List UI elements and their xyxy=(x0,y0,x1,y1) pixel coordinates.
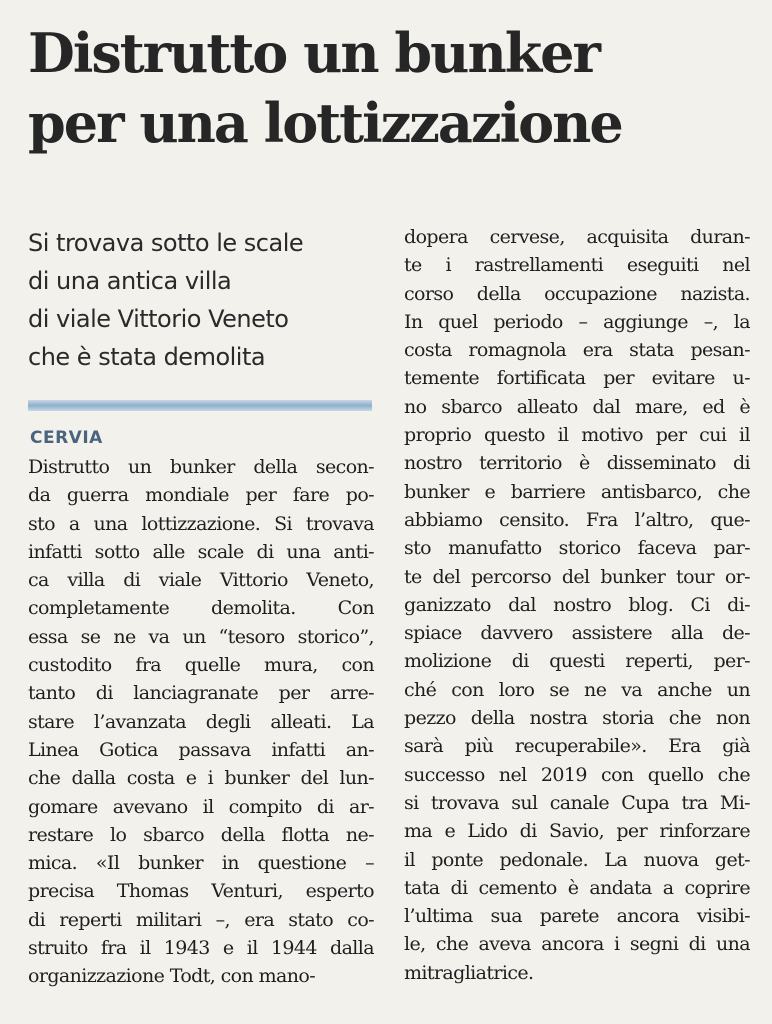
body-text-line: sto manufatto storico faceva par- xyxy=(404,537,750,560)
body-text-line: mitragliatrice. xyxy=(404,961,534,984)
body-text-line: no sbarco alleato dal mare, ed è xyxy=(404,395,750,418)
body-text-line: di reperti militari –, era stato co- xyxy=(28,908,374,931)
body-text-line: precisa Thomas Venturi, esperto xyxy=(28,880,374,903)
body-text-line: sto a una lottizzazione. Si trovava xyxy=(28,512,374,535)
body-text-line: ca villa di viale Vittorio Veneto, xyxy=(28,569,374,592)
headline xyxy=(28,18,748,158)
body-text-line: te i rastrellamenti eseguiti nel xyxy=(404,254,750,277)
body-text-line: temente fortificata per evitare u- xyxy=(404,367,750,390)
headline-line: per una lottizzazione xyxy=(28,91,622,155)
subheadline-line: di una antica villa xyxy=(28,267,232,295)
section-divider xyxy=(28,400,372,411)
body-text-line: abbiamo censito. Fra l’altro, que- xyxy=(404,508,750,531)
body-text-line: organizzazione Todt, con mano- xyxy=(28,965,316,988)
body-text-line: restare lo sbarco della flotta ne- xyxy=(28,823,374,846)
subheadline xyxy=(28,224,378,376)
body-text-line: tanto di lanciagranate per arre- xyxy=(28,682,374,705)
body-text-line: l’ultima sua parete ancora visibi- xyxy=(404,905,750,928)
body-text-line: sarà più recuperabile». Era già xyxy=(404,735,750,758)
body-text-line: pezzo della nostra storia che non xyxy=(404,707,750,730)
body-column-right xyxy=(404,223,750,987)
body-text-line: ché con loro se ne va anche un xyxy=(404,678,750,701)
body-text-line: costa romagnola era stata pesan- xyxy=(404,339,750,362)
body-text-line: stare l’avanzata degli alleati. La xyxy=(28,710,374,733)
body-text-line: tata di cemento è andata a coprire xyxy=(404,876,750,899)
body-text-line: struito fra il 1943 e il 1944 dalla xyxy=(28,937,374,960)
body-text-line: nostro territorio è disseminato di xyxy=(404,452,750,475)
body-text-line: dopera cervese, acquisita duran- xyxy=(404,226,750,248)
body-text-line: successo nel 2019 con quello che xyxy=(404,763,750,786)
body-text-line: te del percorso del bunker tour or- xyxy=(404,565,750,588)
body-text-line: da guerra mondiale per fare po- xyxy=(28,484,374,507)
body-text-line: ganizzato dal nostro blog. Ci di- xyxy=(404,593,750,616)
body-text-line: che dalla costa e i bunker del lun- xyxy=(28,767,374,790)
dateline-kicker: CERVIA xyxy=(30,428,103,448)
body-text-line: essa se ne va un “tesoro storico”, xyxy=(28,625,374,648)
body-text-line: In quel periodo – aggiunge –, la xyxy=(404,310,750,333)
body-text-line: completamente demolita. Con xyxy=(28,597,374,620)
body-text-line: Linea Gotica passava infatti an- xyxy=(28,738,374,761)
body-text-line: le, che aveva ancora i segni di una xyxy=(404,933,750,956)
subheadline-line: che è stata demolita xyxy=(28,343,266,371)
body-text-line: il ponte pedonale. La nuova get- xyxy=(404,848,750,871)
body-text-line: molizione di questi reperti, per- xyxy=(404,650,750,673)
body-text-line: proprio questo il motivo per cui il xyxy=(404,424,750,447)
headline-line: Distrutto un bunker xyxy=(28,21,599,85)
body-text-line: infatti sotto alle scale di una anti- xyxy=(28,540,374,563)
body-text-line: gomare avevano il compito di ar- xyxy=(28,795,374,818)
body-text-line: spiace davvero assistere alla de- xyxy=(404,622,750,645)
body-text-line: Distrutto un bunker della secon- xyxy=(28,456,374,478)
subheadline-line: Si trovava sotto le scale xyxy=(28,229,304,257)
body-text-line: si trovava sul canale Cupa tra Mi- xyxy=(404,791,750,814)
body-text-line: ma e Lido di Savio, per rinforzare xyxy=(404,820,750,843)
body-text-line: corso della occupazione nazista. xyxy=(404,282,750,305)
body-column-left xyxy=(28,453,374,991)
body-text-line: custodito fra quelle mura, con xyxy=(28,654,374,677)
body-text-line: bunker e barriere antisbarco, che xyxy=(404,480,750,503)
subheadline-line: di viale Vittorio Veneto xyxy=(28,305,289,333)
body-text-line: mica. «Il bunker in questione – xyxy=(28,852,374,875)
